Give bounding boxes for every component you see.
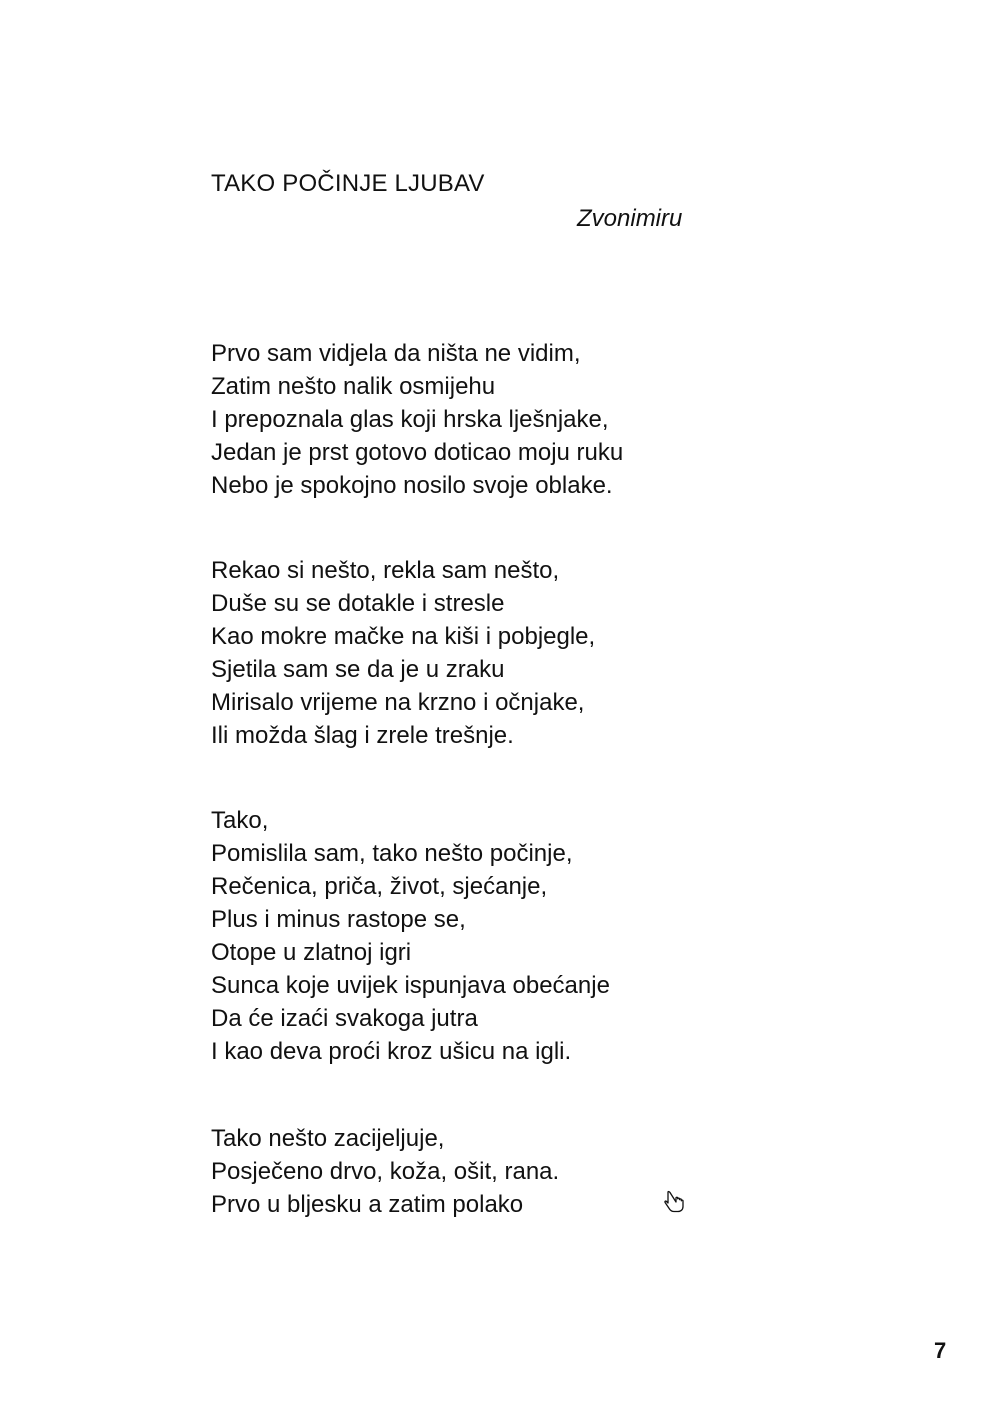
poem-line: Prvo sam vidjela da ništa ne vidim, <box>211 340 581 367</box>
poem-line: Da će izaći svakoga jutra <box>211 1005 478 1032</box>
poem-line: Rekao si nešto, rekla sam nešto, <box>211 557 560 584</box>
poem-line: Prvo u bljesku a zatim polako <box>211 1191 524 1218</box>
poem-line: Tako nešto zacijeljuje, <box>211 1125 445 1152</box>
poem-line: Pomislila sam, tako nešto počinje, <box>211 840 573 867</box>
poem-dedication: Zvonimiru <box>577 205 683 232</box>
poem-line: Ili možda šlag i zrele trešnje. <box>211 722 514 749</box>
stanza-2 <box>211 554 595 752</box>
page-number: 7 <box>934 1338 947 1363</box>
poem-line: Sjetila sam se da je u zraku <box>211 656 505 683</box>
stanza-3 <box>211 804 610 1068</box>
poem-line: Plus i minus rastope se, <box>211 906 466 933</box>
poem-line: Jedan je prst gotovo doticao moju ruku <box>211 439 624 466</box>
poem-line: Sunca koje uvijek ispunjava obećanje <box>211 972 610 999</box>
poem-line: Duše su se dotakle i stresle <box>211 590 505 617</box>
poem-line: Posječeno drvo, koža, ošit, rana. <box>211 1158 560 1185</box>
hand-pointer-icon <box>664 1190 686 1214</box>
stanza-4 <box>211 1122 559 1221</box>
poem-line: Rečenica, priča, život, sjećanje, <box>211 873 548 900</box>
poem-line: Zatim nešto nalik osmijehu <box>211 373 496 400</box>
stanza-1 <box>211 337 623 502</box>
poem-title: TAKO POČINJE LJUBAV <box>211 170 485 197</box>
poem-line: Kao mokre mačke na kiši i pobjegle, <box>211 623 596 650</box>
poem-line: Tako, <box>211 807 269 834</box>
poem-line: I kao deva proći kroz ušicu na igli. <box>211 1038 572 1065</box>
poem-line: Otope u zlatnoj igri <box>211 939 412 966</box>
poem-line: I prepoznala glas koji hrska lješnjake, <box>211 406 609 433</box>
poem-line: Mirisalo vrijeme na krzno i očnjake, <box>211 689 585 716</box>
poem-line: Nebo je spokojno nosilo svoje oblake. <box>211 472 613 499</box>
